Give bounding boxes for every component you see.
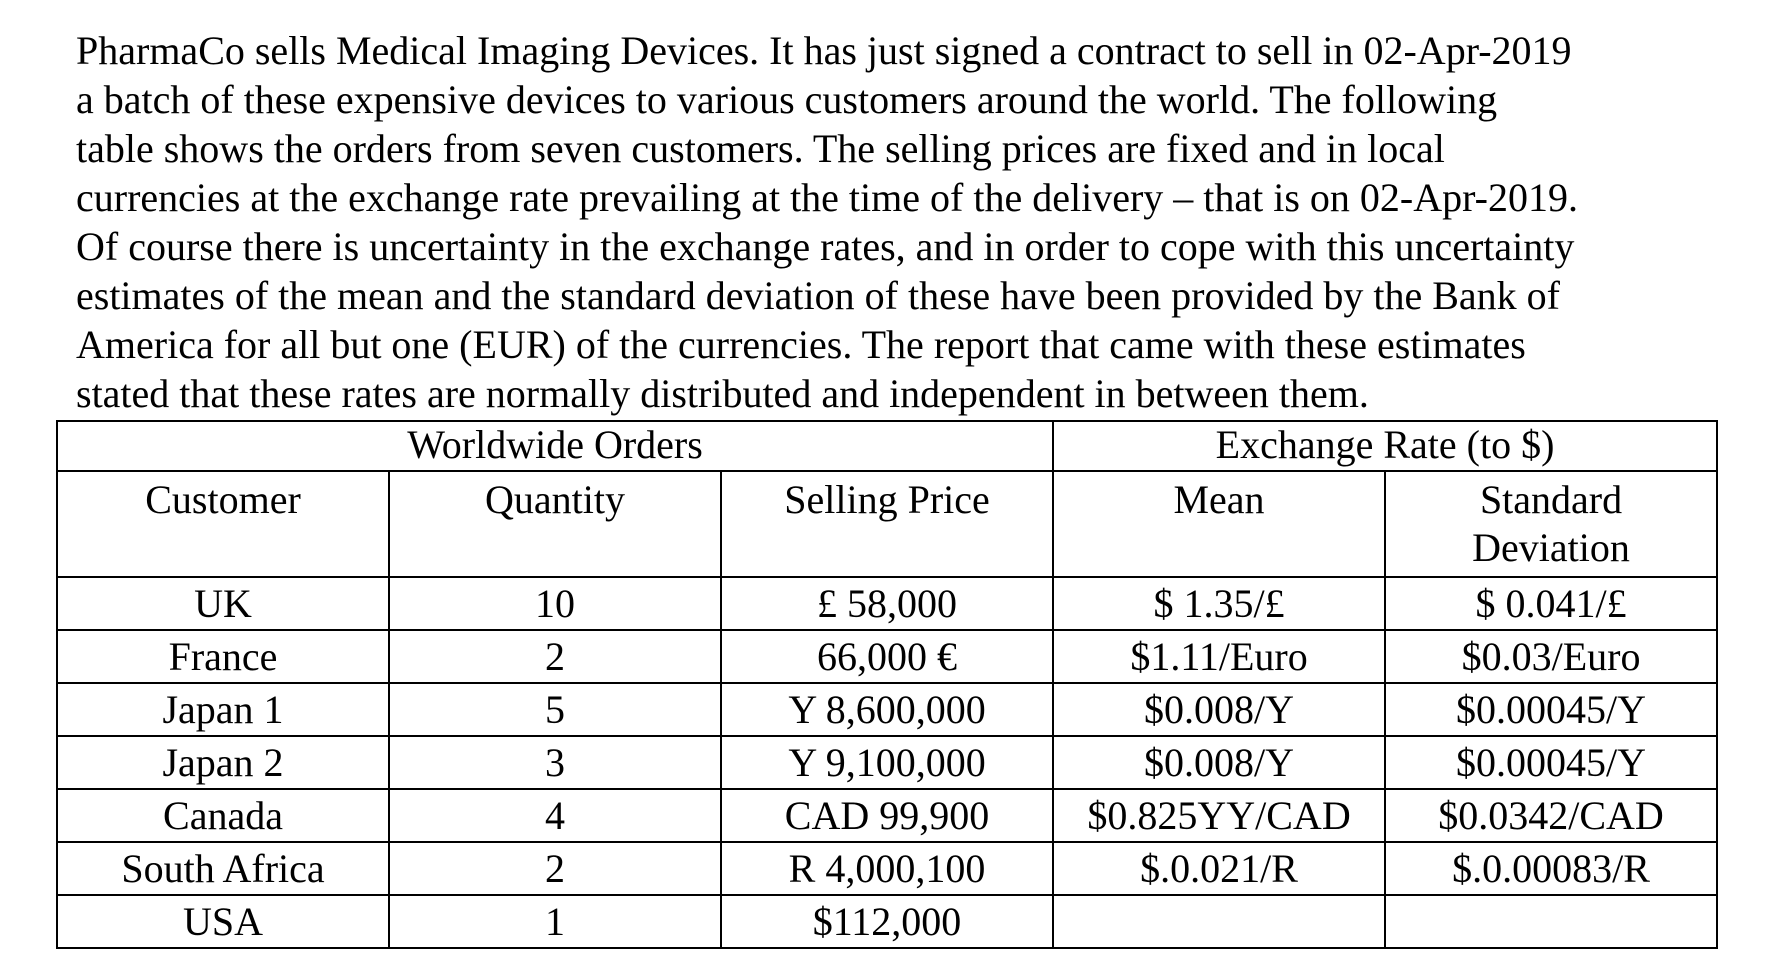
intro-line: Of course there is uncertainty in the exchange rates, and in order to cope with this uncertainty — [76, 224, 1575, 269]
price-cell: $112,000 — [721, 895, 1053, 948]
intro-line: estimates of the mean and the standard deviation of these have been provided by the Bank of — [76, 273, 1560, 318]
selling-price-column-header: Selling Price — [721, 471, 1053, 577]
quantity-cell: 10 — [389, 577, 721, 630]
sd-cell: $0.0342/CAD — [1385, 789, 1717, 842]
sd-cell: $.0.00083/R — [1385, 842, 1717, 895]
intro-line: a batch of these expensive devices to various customers around the world. The following — [76, 77, 1498, 122]
price-cell: R 4,000,100 — [721, 842, 1053, 895]
mean-cell: $0.008/Y — [1053, 683, 1385, 736]
mean-cell: $0.008/Y — [1053, 736, 1385, 789]
quantity-cell: 2 — [389, 842, 721, 895]
price-cell: CAD 99,900 — [721, 789, 1053, 842]
table-row — [57, 789, 1717, 842]
sd-header-line: Standard — [1479, 477, 1623, 522]
price-cell: £ 58,000 — [721, 577, 1053, 630]
worldwide-orders-header: Worldwide Orders — [57, 421, 1053, 471]
intro-line: PharmaCo sells Medical Imaging Devices. It has just signed a contract to sell in 02-Apr-2019 — [76, 28, 1572, 73]
customer-cell: Japan 2 — [57, 736, 389, 789]
customer-cell: France — [57, 630, 389, 683]
intro-line: currencies at the exchange rate prevailing at the time of the delivery – that is on 02-Apr-2019. — [76, 175, 1578, 220]
quantity-cell: 3 — [389, 736, 721, 789]
intro-paragraph — [76, 26, 1716, 418]
orders-table — [56, 420, 1718, 949]
sd-cell: $0.00045/Y — [1385, 736, 1717, 789]
column-header-row — [57, 471, 1717, 577]
group-header-row — [57, 421, 1717, 471]
mean-cell: $0.825YY/CAD — [1053, 789, 1385, 842]
standard-deviation-column-header — [1385, 471, 1717, 577]
sd-header-line: Deviation — [1472, 525, 1630, 570]
sd-cell: $0.00045/Y — [1385, 683, 1717, 736]
quantity-cell: 1 — [389, 895, 721, 948]
table-row — [57, 683, 1717, 736]
mean-cell: $.0.021/R — [1053, 842, 1385, 895]
price-cell: Y 9,100,000 — [721, 736, 1053, 789]
mean-cell: $ 1.35/£ — [1053, 577, 1385, 630]
customer-cell: Canada — [57, 789, 389, 842]
quantity-cell: 5 — [389, 683, 721, 736]
exchange-rate-header: Exchange Rate (to $) — [1053, 421, 1717, 471]
table-row — [57, 895, 1717, 948]
quantity-cell: 2 — [389, 630, 721, 683]
sd-cell: $0.03/Euro — [1385, 630, 1717, 683]
quantity-column-header: Quantity — [389, 471, 721, 577]
customer-cell: USA — [57, 895, 389, 948]
price-cell: 66,000 € — [721, 630, 1053, 683]
customer-cell: South Africa — [57, 842, 389, 895]
mean-column-header: Mean — [1053, 471, 1385, 577]
table-row — [57, 842, 1717, 895]
sd-cell — [1385, 895, 1717, 948]
mean-cell — [1053, 895, 1385, 948]
customer-cell: UK — [57, 577, 389, 630]
table-row — [57, 577, 1717, 630]
price-cell: Y 8,600,000 — [721, 683, 1053, 736]
intro-line: stated that these rates are normally distributed and independent in between them. — [76, 371, 1369, 416]
customer-cell: Japan 1 — [57, 683, 389, 736]
quantity-cell: 4 — [389, 789, 721, 842]
intro-line: table shows the orders from seven customers. The selling prices are fixed and in local — [76, 126, 1445, 171]
intro-line: America for all but one (EUR) of the currencies. The report that came with these estimates — [76, 322, 1526, 367]
mean-cell: $1.11/Euro — [1053, 630, 1385, 683]
sd-cell: $ 0.041/£ — [1385, 577, 1717, 630]
table-row — [57, 736, 1717, 789]
customer-column-header: Customer — [57, 471, 389, 577]
table-row — [57, 630, 1717, 683]
